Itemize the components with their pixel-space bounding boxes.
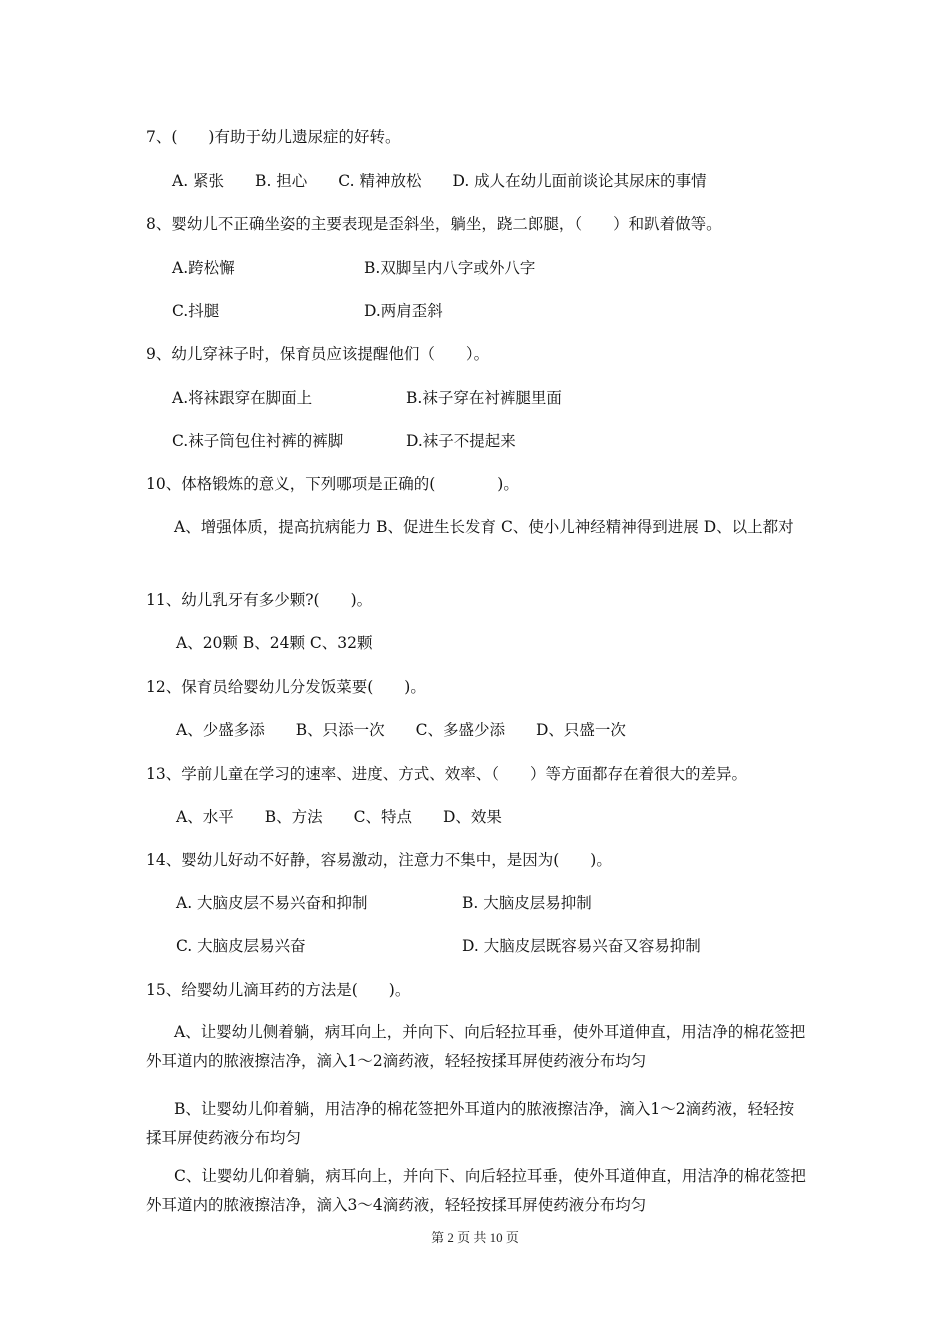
- question-12-stem: 12、保育员给婴幼儿分发饭菜要( )。: [146, 678, 426, 696]
- question-15-option-c: C、让婴幼儿仰着躺，病耳向上，并向下、向后轻拉耳垂，使外耳道伸直，用洁净的棉花签把外耳道内的脓液擦洁净，滴入3～4滴药液，轻轻按揉耳屏使药液分布均匀: [146, 1167, 806, 1214]
- question-10-options: A、增强体质，提高抗病能力 B、促进生长发育 C、使小儿神经精神得到进展 D、以上都对: [174, 518, 794, 536]
- question-9-stem: 9、幼儿穿袜子时，保育员应该提醒他们（ ）。: [146, 345, 490, 363]
- question-14-option-b: B. 大脑皮层易抑制: [462, 894, 592, 912]
- question-14-option-c: C. 大脑皮层易兴奋: [176, 937, 306, 955]
- question-13-stem: 13、学前儿童在学习的速率、进度、方式、效率、（ ）等方面都存在着很大的差异。: [146, 765, 747, 783]
- question-14-option-d: D. 大脑皮层既容易兴奋又容易抑制: [462, 937, 701, 955]
- question-13-options: A、水平 B、方法 C、特点 D、效果: [176, 808, 502, 826]
- question-8-option-b: B.双脚呈内八字或外八字: [364, 259, 536, 277]
- question-9-option-c: C.袜子筒包住衬裤的裤脚: [172, 432, 344, 450]
- page-footer: 第 2 页 共 10 页: [431, 1230, 519, 1245]
- question-15-option-a: A、让婴幼儿侧着躺，病耳向上，并向下、向后轻拉耳垂，使外耳道伸直，用洁净的棉花签把外耳道内的脓液擦洁净，滴入1～2滴药液，轻轻按揉耳屏使药液分布均匀: [146, 1023, 806, 1070]
- question-14-option-a: A. 大脑皮层不易兴奋和抑制: [176, 894, 368, 912]
- question-10-stem: 10、体格锻炼的意义，下列哪项是正确的( )。: [146, 475, 519, 493]
- question-8-option-c: C.抖腿: [172, 302, 220, 320]
- question-11-options: A、20颗 B、24颗 C、32颗: [176, 634, 373, 652]
- question-8-option-a: A.跨松懈: [172, 259, 235, 277]
- question-8-option-d: D.两肩歪斜: [364, 302, 443, 320]
- question-14-stem: 14、婴幼儿好动不好静，容易激动，注意力不集中，是因为( )。: [146, 851, 612, 869]
- question-9-option-a: A.将袜跟穿在脚面上: [172, 389, 313, 407]
- question-11-stem: 11、幼儿乳牙有多少颗?( )。: [146, 591, 373, 609]
- question-12-options: A、少盛多添 B、只添一次 C、多盛少添 D、只盛一次: [176, 721, 626, 739]
- question-8-stem: 8、婴幼儿不正确坐姿的主要表现是歪斜坐，躺坐，跷二郎腿，（ ）和趴着做等。: [146, 215, 722, 233]
- question-9-option-d: D.袜子不提起来: [406, 432, 516, 450]
- question-9-option-b: B.袜子穿在衬裤腿里面: [406, 389, 562, 407]
- question-15-option-b: B、让婴幼儿仰着躺，用洁净的棉花签把外耳道内的脓液擦洁净，滴入1～2滴药液，轻轻按揉耳屏使药液分布均匀: [146, 1100, 795, 1147]
- question-15-stem: 15、给婴幼儿滴耳药的方法是( )。: [146, 981, 411, 999]
- question-7-options: A. 紧张 B. 担心 C. 精神放松 D. 成人在幼儿面前谈论其尿床的事情: [172, 172, 707, 190]
- question-7-stem: 7、( )有助于幼儿遗尿症的好转。: [146, 128, 401, 146]
